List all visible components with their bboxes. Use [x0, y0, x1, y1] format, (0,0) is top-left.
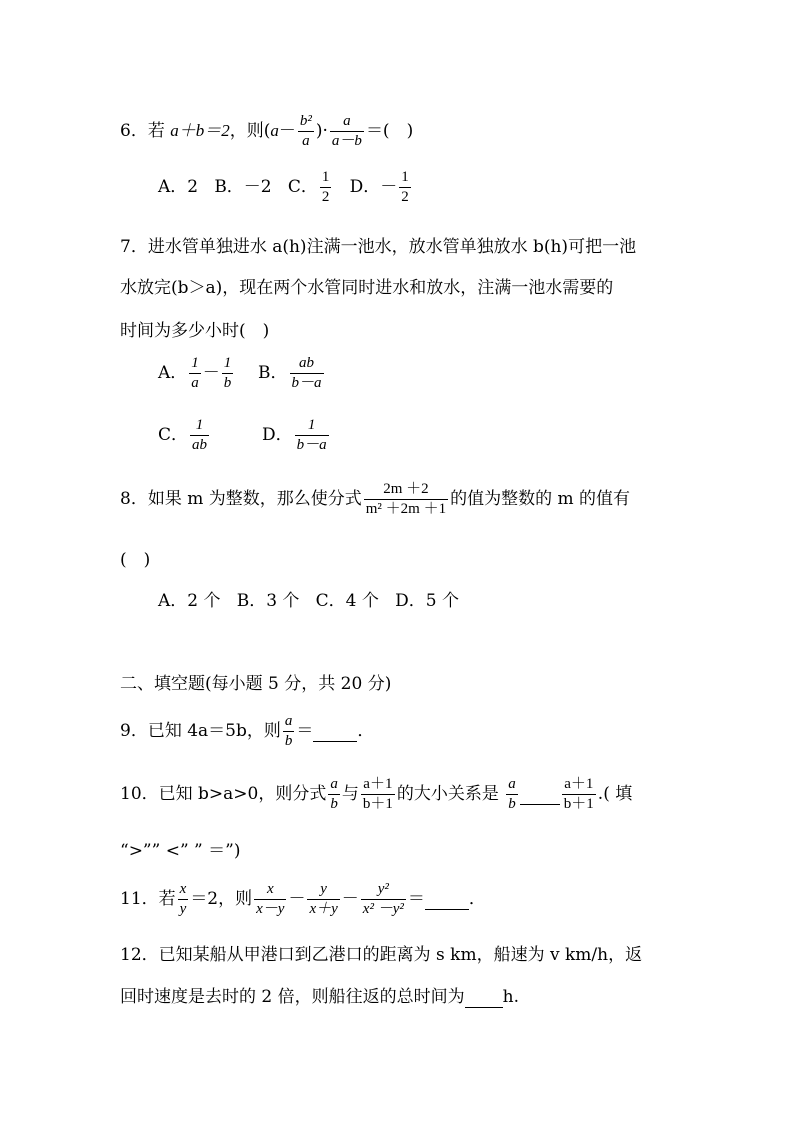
question-7-option-a: A． $\frac{1}{a}$ － $\frac{1}{b}$	[158, 355, 232, 391]
fraction: $\frac{\text{b²}}{a}$	[299, 113, 312, 149]
question-11: 11．若 $\frac{x}{y}$ ＝2，则 $\frac{x}{x-y}$ － $\frac{y}{x+y}$ － $\frac{\text{y²}}{\text{x² －y²}}$ ＝ ．	[120, 881, 486, 917]
question-12-line-2: 回时速度是去时的 2 倍，则船往返的总时间为 h.	[120, 987, 519, 1007]
option-a: A．2 个	[158, 591, 221, 611]
question-10: 10．已知 b>a>0，则分式 $\frac{a}{b}$ 与 $\frac{a+1}{b+1}$ 的大小关系是 $\frac{a}{b}$ $\frac{a+1}{b+1}$ .( 填	[120, 776, 633, 812]
answer-blank[interactable]	[465, 987, 503, 1008]
question-8-options	[158, 586, 459, 611]
answer-blank[interactable]	[520, 784, 560, 805]
question-10-line-2: “>”” <” ” ＝”)	[120, 841, 241, 861]
question-12-line-1: 12．已知某船从甲港口到乙港口的距离为 s km，船速为 v km/h，返	[120, 945, 643, 965]
option-a: A．2	[158, 176, 199, 197]
question-number: 6．	[120, 120, 148, 141]
question-6-stem: 6．若 a＋b＝2，则(a－ $\frac{\text{b²}}{a}$ )· $\frac{a}{a-b}$ ＝( )	[120, 113, 414, 149]
option-b: B．3 个	[236, 591, 300, 611]
question-7-option-c: C． $\frac{1}{ab}$	[158, 417, 208, 453]
question-7-line-1: 7．进水管单独进水 a(h)注满一池水，放水管单独放水 b(h)可把一池	[120, 237, 637, 257]
option-c: C． $\frac{1}{2}$	[287, 169, 330, 205]
question-8-paren: ( )	[120, 550, 151, 570]
section-title: 二、填空题(每小题 5 分，共 20 分)	[120, 674, 392, 694]
fraction: $\frac{a}{a-b}$	[331, 113, 362, 149]
option-b: B．－2	[214, 176, 272, 197]
question-7-option-b: B． $\frac{ab}{b-a}$	[258, 355, 322, 391]
question-7-option-d: D． $\frac{1}{b-a}$	[262, 417, 327, 453]
answer-blank[interactable]	[425, 889, 469, 910]
option-c: C．4 个	[315, 591, 379, 611]
question-8-stem: 8．如果 m 为整数，那么使分式 $\frac{2m +2}{\text{m² ＋2m ＋1}}$ 的值为整数的 m 的值有	[120, 481, 631, 517]
question-7-line-2: 水放完(b＞a)，现在两个水管同时进水和放水，注满一池水需要的	[120, 278, 614, 298]
question-7-line-3: 时间为多少小时( )	[120, 321, 270, 341]
fraction: $\frac{2m +2}{\text{m² ＋2m ＋1}}$	[365, 481, 447, 517]
question-6-options	[158, 168, 413, 207]
answer-blank[interactable]	[313, 721, 357, 742]
question-9: 9．已知 4a＝5b，则 $\frac{a}{b}$ ＝ ．	[120, 713, 375, 749]
option-d: D．－ $\frac{1}{2}$	[349, 169, 409, 205]
option-d: D．5 个	[395, 591, 459, 611]
